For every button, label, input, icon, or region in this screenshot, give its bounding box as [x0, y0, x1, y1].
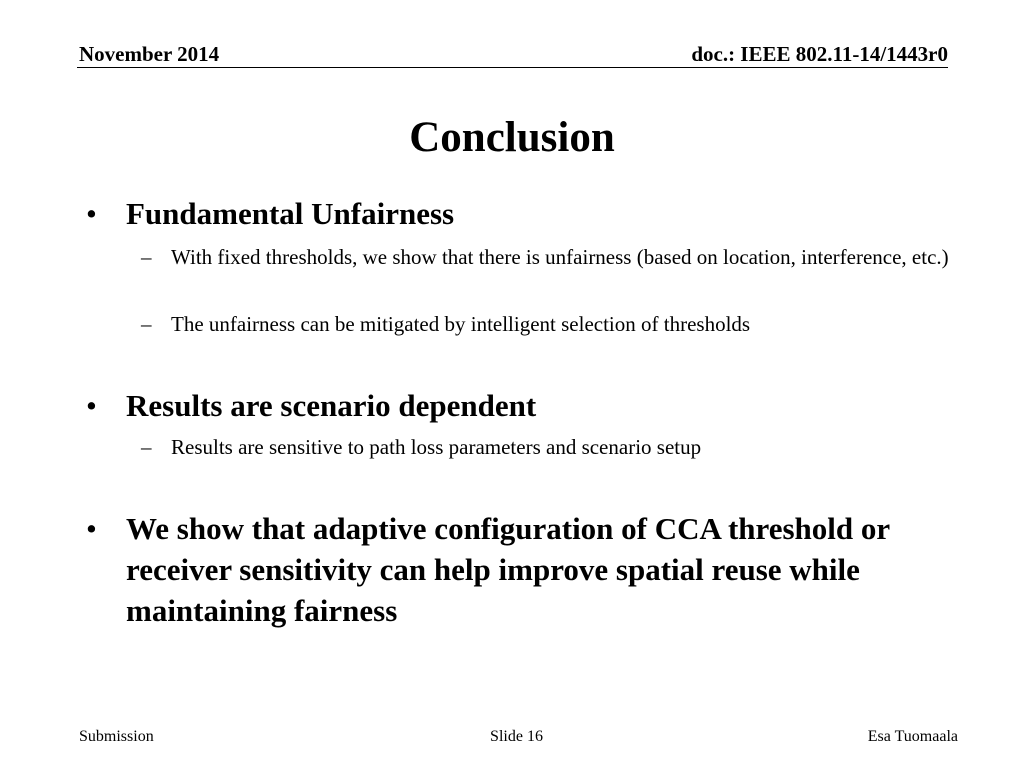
sub-text: The unfairness can be mitigated by intelligent selection of thresholds: [171, 312, 751, 336]
sub-item: [141, 432, 961, 463]
bullet-item: [86, 385, 956, 426]
sub-item: [141, 242, 961, 273]
header-rule: [77, 67, 948, 68]
sub-text: With fixed thresholds, we show that there is unfairness (based on location, interference, etc.): [171, 245, 949, 269]
dash-icon: –: [141, 435, 152, 459]
slide-title: Conclusion: [409, 114, 615, 161]
footer-slide-number: Slide 16: [490, 728, 543, 745]
footer-submission: Submission: [79, 728, 154, 745]
footer-author: Esa Tuomaala: [867, 728, 958, 745]
bullet-text: Results are scenario dependent: [126, 388, 537, 423]
dash-icon: –: [141, 245, 152, 269]
bullet-dot-icon: •: [86, 196, 97, 231]
bullet-text: We show that adaptive configuration of CCA threshold or receiver sensitivity can help improve spatial reuse while maintaining fairness: [126, 511, 890, 628]
header-doc-id: doc.: IEEE 802.11-14/1443r0: [691, 42, 948, 66]
sub-item: [141, 309, 961, 340]
bullet-item: [86, 193, 956, 234]
bullet-dot-icon: •: [86, 511, 97, 546]
bullet-dot-icon: •: [86, 388, 97, 423]
sub-text: Results are sensitive to path loss parameters and scenario setup: [171, 435, 702, 459]
dash-icon: –: [141, 312, 152, 336]
header-date: November 2014: [79, 42, 220, 66]
bullet-item: [86, 508, 956, 631]
bullet-text: Fundamental Unfairness: [126, 196, 455, 231]
